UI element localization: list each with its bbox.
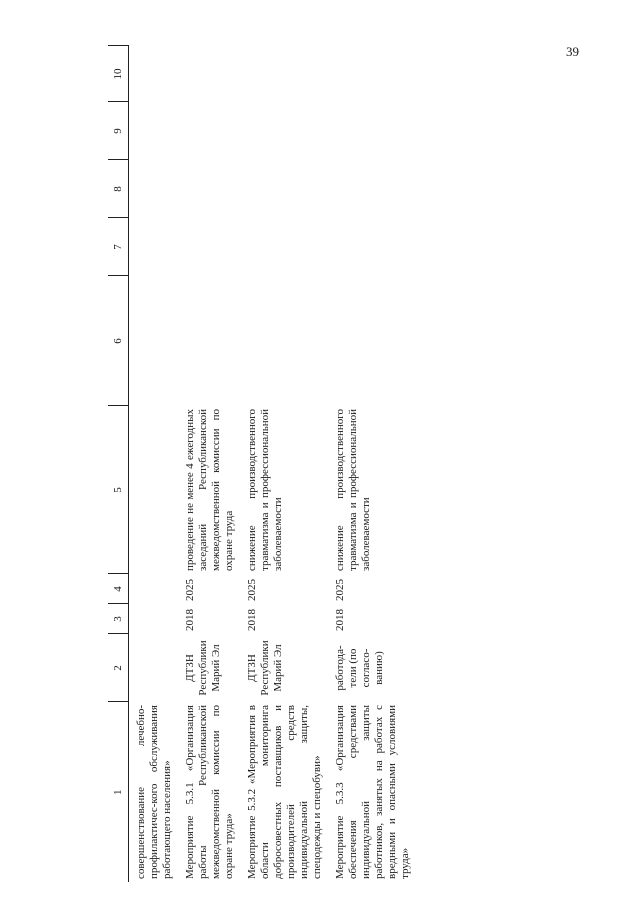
table-row [328,46,416,882]
header-col-8: 8 [108,160,129,218]
end-year: 2025 [184,579,196,601]
header-col-5: 5 [108,406,129,574]
header-col-7: 7 [108,218,129,276]
end-year: 2025 [334,579,346,601]
page-number: 39 [566,44,579,59]
start-year: 2018 [334,609,346,631]
table-row [240,46,328,882]
header-col-3: 3 [108,604,129,634]
expected-result: снижение производственного травматизма и профессиональной заболеваемости [334,409,372,571]
measures-table [108,46,416,883]
rotated-table-container [108,46,628,882]
table-row [129,46,179,882]
header-col-1: 1 [108,702,129,882]
table-row [178,46,240,882]
table-header-row [108,46,129,882]
executor: работода-тели (по согласо-ванию) [334,645,385,691]
measure-name: Мероприятие 5.3.3 «Организация обеспечения средствами индивидуальной защиты работников, занятых на работах с вредными и опасными условиями труда» [334,705,411,879]
header-col-6: 6 [108,276,129,406]
start-year: 2018 [246,609,258,631]
measure-name: Мероприятие 5.3.1 «Организация работы Республиканской межведомственной комиссии по охране труда» [184,705,235,879]
measure-name: Мероприятие 5.3.2 «Мероприятия в области мониторинга добросовестных поставщиков и производителей средств индивидуальной защиты, спецодежды и спецобуви» [246,705,323,879]
header-col-4: 4 [108,574,129,604]
executor: ДТЗН Республики Марий Эл [246,640,284,696]
header-col-9: 9 [108,102,129,160]
expected-result: снижение производственного травматизма и профессиональной заболеваемости [246,409,284,571]
end-year: 2025 [246,579,258,601]
header-col-2: 2 [108,634,129,702]
executor: ДТЗН Республики Марий Эл [184,640,222,696]
expected-result: проведение не менее 4 ежегодных заседаний Республиканской межведомственной комиссии по охране труда [184,409,235,571]
header-col-10: 10 [108,46,129,102]
start-year: 2018 [184,609,196,631]
intro-text: совершенствование лечебно-профилактичес-кого обслуживания работающего населения» [135,705,173,879]
